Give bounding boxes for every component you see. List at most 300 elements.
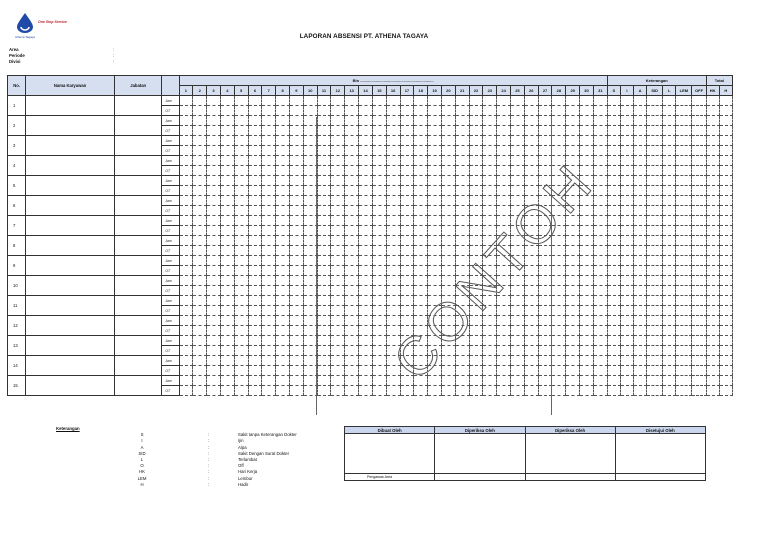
attendance-cell[interactable] bbox=[234, 116, 248, 126]
attendance-cell[interactable] bbox=[345, 216, 359, 226]
attendance-cell[interactable] bbox=[317, 126, 331, 136]
attendance-cell[interactable] bbox=[248, 306, 262, 316]
attendance-cell[interactable] bbox=[663, 136, 676, 146]
attendance-cell[interactable] bbox=[331, 326, 345, 336]
attendance-cell[interactable] bbox=[593, 346, 607, 356]
attendance-cell[interactable] bbox=[193, 146, 207, 156]
attendance-cell[interactable] bbox=[276, 306, 290, 316]
attendance-cell[interactable] bbox=[497, 166, 511, 176]
attendance-cell[interactable] bbox=[566, 306, 580, 316]
attendance-cell[interactable] bbox=[455, 126, 469, 136]
attendance-cell[interactable] bbox=[220, 106, 234, 116]
attendance-cell[interactable] bbox=[497, 226, 511, 236]
attendance-cell[interactable] bbox=[276, 236, 290, 246]
attendance-cell[interactable] bbox=[538, 116, 552, 126]
attendance-cell[interactable] bbox=[663, 186, 676, 196]
attendance-cell[interactable] bbox=[220, 116, 234, 126]
attendance-cell[interactable] bbox=[706, 286, 719, 296]
attendance-cell[interactable] bbox=[262, 366, 276, 376]
attendance-cell[interactable] bbox=[469, 166, 483, 176]
attendance-cell[interactable] bbox=[633, 336, 646, 346]
attendance-cell[interactable] bbox=[400, 126, 414, 136]
attendance-cell[interactable] bbox=[607, 176, 620, 186]
attendance-cell[interactable] bbox=[414, 166, 428, 176]
attendance-cell[interactable] bbox=[469, 226, 483, 236]
attendance-cell[interactable] bbox=[207, 266, 221, 276]
attendance-cell[interactable] bbox=[193, 236, 207, 246]
attendance-cell[interactable] bbox=[497, 366, 511, 376]
attendance-cell[interactable] bbox=[207, 306, 221, 316]
attendance-cell[interactable] bbox=[524, 116, 538, 126]
attendance-cell[interactable] bbox=[400, 376, 414, 386]
attendance-cell[interactable] bbox=[303, 316, 317, 326]
attendance-cell[interactable] bbox=[372, 326, 386, 336]
attendance-cell[interactable] bbox=[692, 106, 706, 116]
attendance-cell[interactable] bbox=[414, 116, 428, 126]
attendance-cell[interactable] bbox=[676, 366, 692, 376]
attendance-cell[interactable] bbox=[193, 316, 207, 326]
attendance-cell[interactable] bbox=[331, 266, 345, 276]
attendance-cell[interactable] bbox=[607, 266, 620, 276]
attendance-cell[interactable] bbox=[276, 296, 290, 306]
attendance-cell[interactable] bbox=[497, 306, 511, 316]
attendance-cell[interactable] bbox=[400, 326, 414, 336]
attendance-cell[interactable] bbox=[692, 206, 706, 216]
attendance-cell[interactable] bbox=[220, 136, 234, 146]
attendance-cell[interactable] bbox=[317, 136, 331, 146]
attendance-cell[interactable] bbox=[620, 206, 633, 216]
attendance-cell[interactable] bbox=[193, 176, 207, 186]
attendance-cell[interactable] bbox=[428, 266, 442, 276]
attendance-cell[interactable] bbox=[400, 346, 414, 356]
attendance-cell[interactable] bbox=[524, 326, 538, 336]
attendance-cell[interactable] bbox=[483, 216, 497, 226]
attendance-cell[interactable] bbox=[706, 246, 719, 256]
attendance-cell[interactable] bbox=[441, 136, 455, 146]
attendance-cell[interactable] bbox=[207, 166, 221, 176]
attendance-cell[interactable] bbox=[647, 326, 663, 336]
attendance-cell[interactable] bbox=[262, 326, 276, 336]
attendance-cell[interactable] bbox=[524, 376, 538, 386]
attendance-cell[interactable] bbox=[345, 256, 359, 266]
attendance-cell[interactable] bbox=[580, 206, 594, 216]
attendance-cell[interactable] bbox=[566, 246, 580, 256]
attendance-cell[interactable] bbox=[607, 286, 620, 296]
attendance-cell[interactable] bbox=[511, 236, 525, 246]
attendance-cell[interactable] bbox=[262, 116, 276, 126]
attendance-cell[interactable] bbox=[193, 166, 207, 176]
attendance-cell[interactable] bbox=[414, 186, 428, 196]
attendance-cell[interactable] bbox=[511, 246, 525, 256]
employee-name-cell[interactable] bbox=[26, 156, 115, 176]
attendance-cell[interactable] bbox=[483, 116, 497, 126]
attendance-cell[interactable] bbox=[469, 126, 483, 136]
attendance-cell[interactable] bbox=[692, 276, 706, 286]
employee-name-cell[interactable] bbox=[26, 216, 115, 236]
attendance-cell[interactable] bbox=[483, 96, 497, 106]
attendance-cell[interactable] bbox=[262, 146, 276, 156]
attendance-cell[interactable] bbox=[524, 166, 538, 176]
attendance-cell[interactable] bbox=[414, 336, 428, 346]
attendance-cell[interactable] bbox=[469, 116, 483, 126]
attendance-cell[interactable] bbox=[607, 146, 620, 156]
attendance-cell[interactable] bbox=[179, 216, 193, 226]
attendance-cell[interactable] bbox=[290, 146, 304, 156]
attendance-cell[interactable] bbox=[345, 356, 359, 366]
attendance-cell[interactable] bbox=[511, 386, 525, 396]
attendance-cell[interactable] bbox=[593, 206, 607, 216]
attendance-cell[interactable] bbox=[706, 186, 719, 196]
attendance-cell[interactable] bbox=[607, 296, 620, 306]
attendance-cell[interactable] bbox=[620, 136, 633, 146]
attendance-cell[interactable] bbox=[276, 176, 290, 186]
attendance-cell[interactable] bbox=[276, 96, 290, 106]
attendance-cell[interactable] bbox=[179, 206, 193, 216]
attendance-cell[interactable] bbox=[552, 386, 566, 396]
attendance-cell[interactable] bbox=[414, 266, 428, 276]
attendance-cell[interactable] bbox=[580, 346, 594, 356]
attendance-cell[interactable] bbox=[455, 316, 469, 326]
attendance-cell[interactable] bbox=[593, 256, 607, 266]
attendance-cell[interactable] bbox=[692, 386, 706, 396]
attendance-cell[interactable] bbox=[428, 256, 442, 266]
attendance-cell[interactable] bbox=[345, 136, 359, 146]
attendance-cell[interactable] bbox=[428, 336, 442, 346]
attendance-cell[interactable] bbox=[262, 356, 276, 366]
attendance-cell[interactable] bbox=[220, 166, 234, 176]
attendance-cell[interactable] bbox=[193, 196, 207, 206]
attendance-cell[interactable] bbox=[483, 376, 497, 386]
attendance-cell[interactable] bbox=[552, 346, 566, 356]
attendance-cell[interactable] bbox=[607, 346, 620, 356]
attendance-cell[interactable] bbox=[524, 156, 538, 166]
attendance-cell[interactable] bbox=[386, 106, 400, 116]
attendance-cell[interactable] bbox=[497, 206, 511, 216]
attendance-cell[interactable] bbox=[441, 366, 455, 376]
attendance-cell[interactable] bbox=[706, 146, 719, 156]
attendance-cell[interactable] bbox=[428, 356, 442, 366]
attendance-cell[interactable] bbox=[207, 366, 221, 376]
attendance-cell[interactable] bbox=[538, 166, 552, 176]
attendance-cell[interactable] bbox=[511, 356, 525, 366]
attendance-cell[interactable] bbox=[620, 276, 633, 286]
attendance-cell[interactable] bbox=[620, 326, 633, 336]
attendance-cell[interactable] bbox=[386, 346, 400, 356]
attendance-cell[interactable] bbox=[524, 276, 538, 286]
attendance-cell[interactable] bbox=[524, 346, 538, 356]
attendance-cell[interactable] bbox=[633, 346, 646, 356]
attendance-cell[interactable] bbox=[676, 276, 692, 286]
attendance-cell[interactable] bbox=[633, 386, 646, 396]
attendance-cell[interactable] bbox=[359, 206, 373, 216]
attendance-cell[interactable] bbox=[497, 326, 511, 336]
attendance-cell[interactable] bbox=[372, 206, 386, 216]
attendance-cell[interactable] bbox=[580, 266, 594, 276]
attendance-cell[interactable] bbox=[359, 286, 373, 296]
attendance-cell[interactable] bbox=[620, 186, 633, 196]
attendance-cell[interactable] bbox=[647, 236, 663, 246]
attendance-cell[interactable] bbox=[262, 196, 276, 206]
attendance-cell[interactable] bbox=[248, 276, 262, 286]
attendance-cell[interactable] bbox=[317, 356, 331, 366]
attendance-cell[interactable] bbox=[400, 276, 414, 286]
attendance-cell[interactable] bbox=[483, 106, 497, 116]
attendance-cell[interactable] bbox=[441, 246, 455, 256]
attendance-cell[interactable] bbox=[414, 236, 428, 246]
attendance-cell[interactable] bbox=[455, 286, 469, 296]
attendance-cell[interactable] bbox=[620, 126, 633, 136]
attendance-cell[interactable] bbox=[345, 316, 359, 326]
attendance-cell[interactable] bbox=[345, 186, 359, 196]
attendance-cell[interactable] bbox=[303, 96, 317, 106]
attendance-cell[interactable] bbox=[331, 306, 345, 316]
attendance-cell[interactable] bbox=[676, 356, 692, 366]
attendance-cell[interactable] bbox=[455, 156, 469, 166]
attendance-cell[interactable] bbox=[414, 376, 428, 386]
attendance-cell[interactable] bbox=[663, 236, 676, 246]
attendance-cell[interactable] bbox=[483, 266, 497, 276]
attendance-cell[interactable] bbox=[719, 186, 732, 196]
attendance-cell[interactable] bbox=[692, 266, 706, 276]
attendance-cell[interactable] bbox=[676, 126, 692, 136]
attendance-cell[interactable] bbox=[524, 246, 538, 256]
attendance-cell[interactable] bbox=[497, 336, 511, 346]
attendance-cell[interactable] bbox=[234, 326, 248, 336]
attendance-cell[interactable] bbox=[647, 286, 663, 296]
attendance-cell[interactable] bbox=[303, 226, 317, 236]
attendance-cell[interactable] bbox=[483, 316, 497, 326]
attendance-cell[interactable] bbox=[469, 206, 483, 216]
attendance-cell[interactable] bbox=[607, 276, 620, 286]
attendance-cell[interactable] bbox=[692, 346, 706, 356]
attendance-cell[interactable] bbox=[234, 206, 248, 216]
attendance-cell[interactable] bbox=[647, 106, 663, 116]
attendance-cell[interactable] bbox=[692, 116, 706, 126]
employee-name-cell[interactable] bbox=[26, 256, 115, 276]
attendance-cell[interactable] bbox=[455, 296, 469, 306]
attendance-cell[interactable] bbox=[220, 336, 234, 346]
attendance-cell[interactable] bbox=[483, 236, 497, 246]
attendance-cell[interactable] bbox=[179, 166, 193, 176]
attendance-cell[interactable] bbox=[386, 276, 400, 286]
attendance-cell[interactable] bbox=[469, 196, 483, 206]
jabatan-cell[interactable] bbox=[114, 156, 161, 176]
attendance-cell[interactable] bbox=[524, 356, 538, 366]
attendance-cell[interactable] bbox=[207, 146, 221, 156]
attendance-cell[interactable] bbox=[428, 326, 442, 336]
attendance-cell[interactable] bbox=[441, 346, 455, 356]
attendance-cell[interactable] bbox=[428, 376, 442, 386]
attendance-cell[interactable] bbox=[483, 386, 497, 396]
attendance-cell[interactable] bbox=[633, 196, 646, 206]
attendance-cell[interactable] bbox=[455, 186, 469, 196]
attendance-cell[interactable] bbox=[511, 276, 525, 286]
attendance-cell[interactable] bbox=[511, 136, 525, 146]
attendance-cell[interactable] bbox=[179, 266, 193, 276]
attendance-cell[interactable] bbox=[633, 376, 646, 386]
attendance-cell[interactable] bbox=[719, 326, 732, 336]
attendance-cell[interactable] bbox=[331, 176, 345, 186]
attendance-cell[interactable] bbox=[719, 156, 732, 166]
attendance-cell[interactable] bbox=[303, 166, 317, 176]
attendance-cell[interactable] bbox=[220, 236, 234, 246]
attendance-cell[interactable] bbox=[620, 346, 633, 356]
attendance-cell[interactable] bbox=[220, 376, 234, 386]
attendance-cell[interactable] bbox=[234, 286, 248, 296]
attendance-cell[interactable] bbox=[455, 246, 469, 256]
attendance-cell[interactable] bbox=[193, 336, 207, 346]
attendance-cell[interactable] bbox=[441, 376, 455, 386]
attendance-cell[interactable] bbox=[676, 216, 692, 226]
attendance-cell[interactable] bbox=[400, 386, 414, 396]
attendance-cell[interactable] bbox=[692, 296, 706, 306]
attendance-cell[interactable] bbox=[566, 186, 580, 196]
attendance-cell[interactable] bbox=[663, 326, 676, 336]
attendance-cell[interactable] bbox=[207, 156, 221, 166]
attendance-cell[interactable] bbox=[497, 276, 511, 286]
employee-name-cell[interactable] bbox=[26, 316, 115, 336]
attendance-cell[interactable] bbox=[234, 366, 248, 376]
attendance-cell[interactable] bbox=[414, 306, 428, 316]
attendance-cell[interactable] bbox=[193, 266, 207, 276]
attendance-cell[interactable] bbox=[207, 206, 221, 216]
attendance-cell[interactable] bbox=[207, 276, 221, 286]
attendance-cell[interactable] bbox=[566, 346, 580, 356]
attendance-cell[interactable] bbox=[719, 196, 732, 206]
attendance-cell[interactable] bbox=[386, 386, 400, 396]
attendance-cell[interactable] bbox=[303, 286, 317, 296]
attendance-cell[interactable] bbox=[469, 296, 483, 306]
attendance-cell[interactable] bbox=[345, 126, 359, 136]
attendance-cell[interactable] bbox=[276, 216, 290, 226]
attendance-cell[interactable] bbox=[511, 226, 525, 236]
attendance-cell[interactable] bbox=[663, 176, 676, 186]
attendance-cell[interactable] bbox=[248, 176, 262, 186]
attendance-cell[interactable] bbox=[290, 106, 304, 116]
attendance-cell[interactable] bbox=[580, 386, 594, 396]
attendance-cell[interactable] bbox=[620, 356, 633, 366]
attendance-cell[interactable] bbox=[511, 326, 525, 336]
attendance-cell[interactable] bbox=[647, 356, 663, 366]
attendance-cell[interactable] bbox=[207, 176, 221, 186]
attendance-cell[interactable] bbox=[193, 386, 207, 396]
attendance-cell[interactable] bbox=[248, 106, 262, 116]
attendance-cell[interactable] bbox=[303, 376, 317, 386]
attendance-cell[interactable] bbox=[633, 356, 646, 366]
attendance-cell[interactable] bbox=[262, 266, 276, 276]
attendance-cell[interactable] bbox=[676, 116, 692, 126]
attendance-cell[interactable] bbox=[647, 336, 663, 346]
attendance-cell[interactable] bbox=[511, 126, 525, 136]
attendance-cell[interactable] bbox=[262, 286, 276, 296]
attendance-cell[interactable] bbox=[620, 316, 633, 326]
attendance-cell[interactable] bbox=[207, 346, 221, 356]
attendance-cell[interactable] bbox=[524, 136, 538, 146]
attendance-cell[interactable] bbox=[234, 346, 248, 356]
attendance-cell[interactable] bbox=[719, 246, 732, 256]
attendance-cell[interactable] bbox=[455, 146, 469, 156]
attendance-cell[interactable] bbox=[317, 106, 331, 116]
attendance-cell[interactable] bbox=[345, 116, 359, 126]
attendance-cell[interactable] bbox=[290, 126, 304, 136]
attendance-cell[interactable] bbox=[248, 346, 262, 356]
attendance-cell[interactable] bbox=[262, 216, 276, 226]
attendance-cell[interactable] bbox=[276, 166, 290, 176]
attendance-cell[interactable] bbox=[290, 176, 304, 186]
attendance-cell[interactable] bbox=[290, 256, 304, 266]
attendance-cell[interactable] bbox=[719, 216, 732, 226]
attendance-cell[interactable] bbox=[676, 386, 692, 396]
attendance-cell[interactable] bbox=[706, 176, 719, 186]
attendance-cell[interactable] bbox=[386, 116, 400, 126]
attendance-cell[interactable] bbox=[538, 246, 552, 256]
jabatan-cell[interactable] bbox=[114, 356, 161, 376]
attendance-cell[interactable] bbox=[580, 236, 594, 246]
attendance-cell[interactable] bbox=[524, 386, 538, 396]
attendance-cell[interactable] bbox=[663, 336, 676, 346]
attendance-cell[interactable] bbox=[414, 126, 428, 136]
attendance-cell[interactable] bbox=[220, 316, 234, 326]
attendance-cell[interactable] bbox=[290, 226, 304, 236]
attendance-cell[interactable] bbox=[552, 166, 566, 176]
attendance-cell[interactable] bbox=[262, 376, 276, 386]
attendance-cell[interactable] bbox=[441, 276, 455, 286]
attendance-cell[interactable] bbox=[719, 296, 732, 306]
attendance-cell[interactable] bbox=[706, 106, 719, 116]
attendance-cell[interactable] bbox=[372, 146, 386, 156]
attendance-cell[interactable] bbox=[345, 176, 359, 186]
attendance-cell[interactable] bbox=[455, 216, 469, 226]
attendance-cell[interactable] bbox=[511, 156, 525, 166]
attendance-cell[interactable] bbox=[469, 316, 483, 326]
attendance-cell[interactable] bbox=[663, 116, 676, 126]
attendance-cell[interactable] bbox=[524, 96, 538, 106]
attendance-cell[interactable] bbox=[552, 296, 566, 306]
attendance-cell[interactable] bbox=[428, 116, 442, 126]
attendance-cell[interactable] bbox=[538, 296, 552, 306]
attendance-cell[interactable] bbox=[566, 106, 580, 116]
attendance-cell[interactable] bbox=[234, 136, 248, 146]
attendance-cell[interactable] bbox=[676, 176, 692, 186]
attendance-cell[interactable] bbox=[455, 356, 469, 366]
attendance-cell[interactable] bbox=[248, 366, 262, 376]
attendance-cell[interactable] bbox=[359, 176, 373, 186]
attendance-cell[interactable] bbox=[620, 266, 633, 276]
attendance-cell[interactable] bbox=[511, 146, 525, 156]
attendance-cell[interactable] bbox=[692, 236, 706, 246]
attendance-cell[interactable] bbox=[372, 156, 386, 166]
attendance-cell[interactable] bbox=[400, 236, 414, 246]
attendance-cell[interactable] bbox=[647, 116, 663, 126]
attendance-cell[interactable] bbox=[580, 196, 594, 206]
attendance-cell[interactable] bbox=[234, 96, 248, 106]
attendance-cell[interactable] bbox=[633, 116, 646, 126]
attendance-cell[interactable] bbox=[455, 106, 469, 116]
attendance-cell[interactable] bbox=[538, 366, 552, 376]
attendance-cell[interactable] bbox=[179, 246, 193, 256]
attendance-cell[interactable] bbox=[441, 126, 455, 136]
attendance-cell[interactable] bbox=[220, 276, 234, 286]
attendance-cell[interactable] bbox=[483, 286, 497, 296]
attendance-cell[interactable] bbox=[372, 216, 386, 226]
attendance-cell[interactable] bbox=[303, 206, 317, 216]
attendance-cell[interactable] bbox=[345, 246, 359, 256]
attendance-cell[interactable] bbox=[331, 156, 345, 166]
attendance-cell[interactable] bbox=[345, 386, 359, 396]
attendance-cell[interactable] bbox=[706, 326, 719, 336]
attendance-cell[interactable] bbox=[359, 366, 373, 376]
attendance-cell[interactable] bbox=[524, 306, 538, 316]
